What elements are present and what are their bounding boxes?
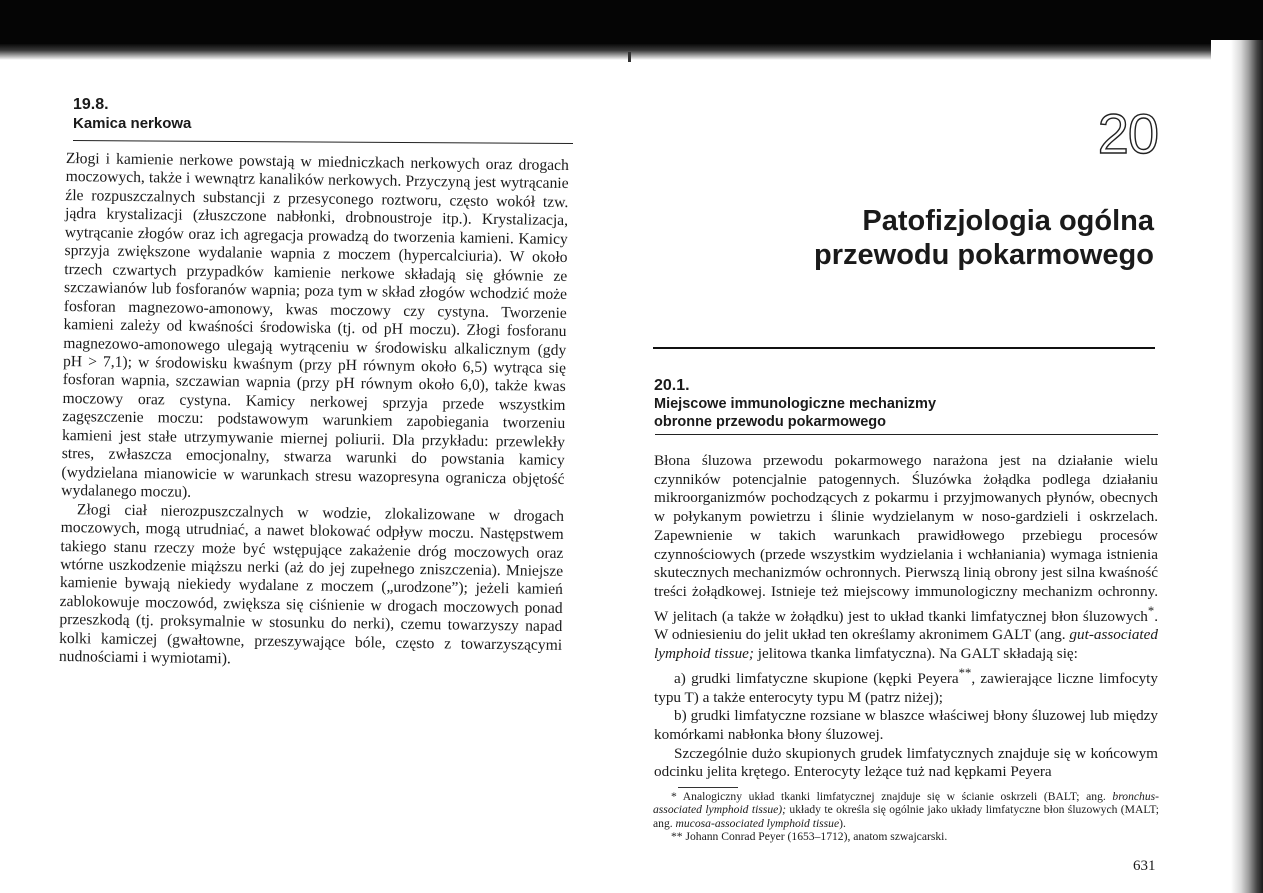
footnotes [653,790,1159,844]
text-run: Błona śluzowa przewodu pokarmowego narażona jest na działanie wielu czynników potencjalnie patogennych. Śluzówka żołądka podlega działaniu mikroorganizmów pochodzących z pokarmu i przyjmowanych płynów, obecnych w połykanym powietrzu i ślinie wydzielanym w noso-gardzieli i oskrzelach. Zapewnienie w takich warunkach prawidłowego przebiegu procesów czynnościowych (przede wszystkim wydzielania i wchłaniania) wymaga istnienia skutecznych mechanizmów ochronnych. Pierwszą linią obrony jest silna kwaśność treści żołądkowej. Istnieje też miejscowy immunologiczny mechanizm ochronny. W jelitach (a także w żołądku) jest to układ tkanki limfatycznej błon śluzowych [654,452,1158,625]
text-run: * Analogiczny układ tkanki limfatycznej znajduje się w ścianie oskrzeli (BALT; ang. [671,790,1113,803]
chapter-number: 20 [1097,102,1158,165]
page-number: 631 [1133,858,1156,874]
left-section-heading [73,96,191,133]
section-number: 20.1. [654,377,690,394]
footnote-rule [678,787,738,788]
body-paragraph: Szczególnie dużo skupionych grudek limfatycznych znajduje się w końcowym odcinku jelita krętego. Enterocyty leżące tuż nad kępkami Peyera [654,744,1158,781]
body-paragraph [654,452,1158,664]
text-run: , zawierające liczne limfocyty typu T) a także enterocyty typu M (patrz niżej); [654,669,1158,706]
italic-term: gut-associated lymphoid tissue; [654,626,1158,663]
right-body-text [654,452,1158,782]
section-title: Kamica nerkowa [73,115,192,132]
section-title-line: Miejscowe immunologiczne mechanizmy [654,396,937,412]
footnote-marker: * [1147,603,1155,618]
chapter-title-line: przewodu pokarmowego [814,239,1154,271]
section-rule [655,434,1158,435]
section-rule [73,140,573,144]
scan-page-edge-shadow [0,44,1263,60]
chapter-title-line: Patofizjologia ogólna [862,205,1154,237]
body-paragraph: Złogi i kamienie nerkowe powstają w miedniczkach nerkowych oraz drogach moczowych, także i wewnątrz kanalików nerkowych. Przyczyną jest wytrącanie źle rozpuszczalnych substancji z przesyconego roztworu, często wokół tzw. jądra krystalizacji (złuszczone nabłonki, drobnoustroje itp.). Krystalizacja, wytrącanie złogów oraz ich agregacja prowadzą do tworzenia kamieni. Kamicy sprzyja zwiększone wydalanie wapnia z moczem (hypercalciuria). W około trzech czwartych przypadków kamienie nerkowe składają się głównie ze szczawianów lub fosforanów wapnia; poza tym w skład złogów wchodzić może fosforan magnezowo-amonowy, kwas moczowy czy cystyna. Tworzenie kamieni zależy od kwaśności środowiska (tj. od pH moczu). Złogi fosforanu magnezowo-amonowego ulegają wytrąceniu w środowisku alkalicznym (gdy pH > 7,1); w środowisku kwaśnym (przy pH równym około 6,5) wytrąca się fosforan wapnia, szczawian wapnia (przy pH równym około 6,0), także kwas moczowy oraz cystyna. Kamicy nerkowej sprzyja przede wszystkim zagęszczenie moczu: podstawowym warunkiem zapobiegania tworzeniu kamieni jest stałe utrzymywanie miernej poliurii. Dla przykładu: przewlekły stres, zwłaszcza emocjonalny, stwarza warunki do powstania kamicy (wydzielana mianowicie w warunkach stresu wazopresyna ogranicza objętość wydalanego moczu). [61,150,569,501]
scan-dark-border-top [0,0,1263,50]
list-item: b) grudki limfatyczne rozsiane w blaszce właściwej błony śluzowej lub między komórkami nabłonka błony śluzowej. [654,707,1158,743]
chapter-title [760,204,1154,272]
book-spine-mark [628,52,631,62]
italic-term: bronchus-associated lymphoid tissue); [653,790,1159,817]
section-number: 19.8. [73,96,109,113]
italic-term: mucosa-associated lymphoid tissue [675,816,840,830]
text-run: . W odniesieniu do jelit układ ten określamy akronimem GALT (ang. [654,607,1158,644]
right-section-heading [654,377,936,431]
footnote [653,790,1159,830]
text-run: układy te określa się ogólnie jako układy limfatyczne błon śluzowych (MALT; ang. [653,803,1160,830]
body-paragraph: Złogi ciał nierozpuszczalnych w wodzie, zlokalizowane w drogach moczowych, mogą utrudniać, a nawet blokować odpływ moczu. Następstwem takiego stanu rzeczy może być wstępujące zakażenie dróg moczowych oraz wtórne uszkodzenie miąższu nerki (aż do jej zupełnego zniszczenia). Mniejsze kamienie bywają niekiedy wydalane z moczem („urodzone”); jeżeli kamień zablokowuje moczowód, zwiększa się ciśnienie w drogach moczowych ponad przeszkodą (tj. proksymalnie w stosunku do nerki), czemu towarzyszy napad kolki kamiczej (gwałtowne, przeszywające bóle, często z towarzyszącymi nudnościami i wymiotami). [58,500,565,668]
list-item [654,664,1158,707]
text-run: jelitowa tkanka limfatyczna). Na GALT składają się: [753,645,1078,663]
scan-page-edge-right [1211,40,1263,893]
left-body-text [59,150,569,674]
footnote-marker: ** [958,665,972,680]
footnote: ** Johann Conrad Peyer (1653–1712), anatom szwajcarski. [671,830,948,844]
chapter-rule [653,347,1155,349]
text-run: a) grudki limfatyczne skupione (kępki Peyera [674,669,959,687]
text-run: ). [839,816,846,830]
section-title-line: obronne przewodu pokarmowego [654,414,887,430]
